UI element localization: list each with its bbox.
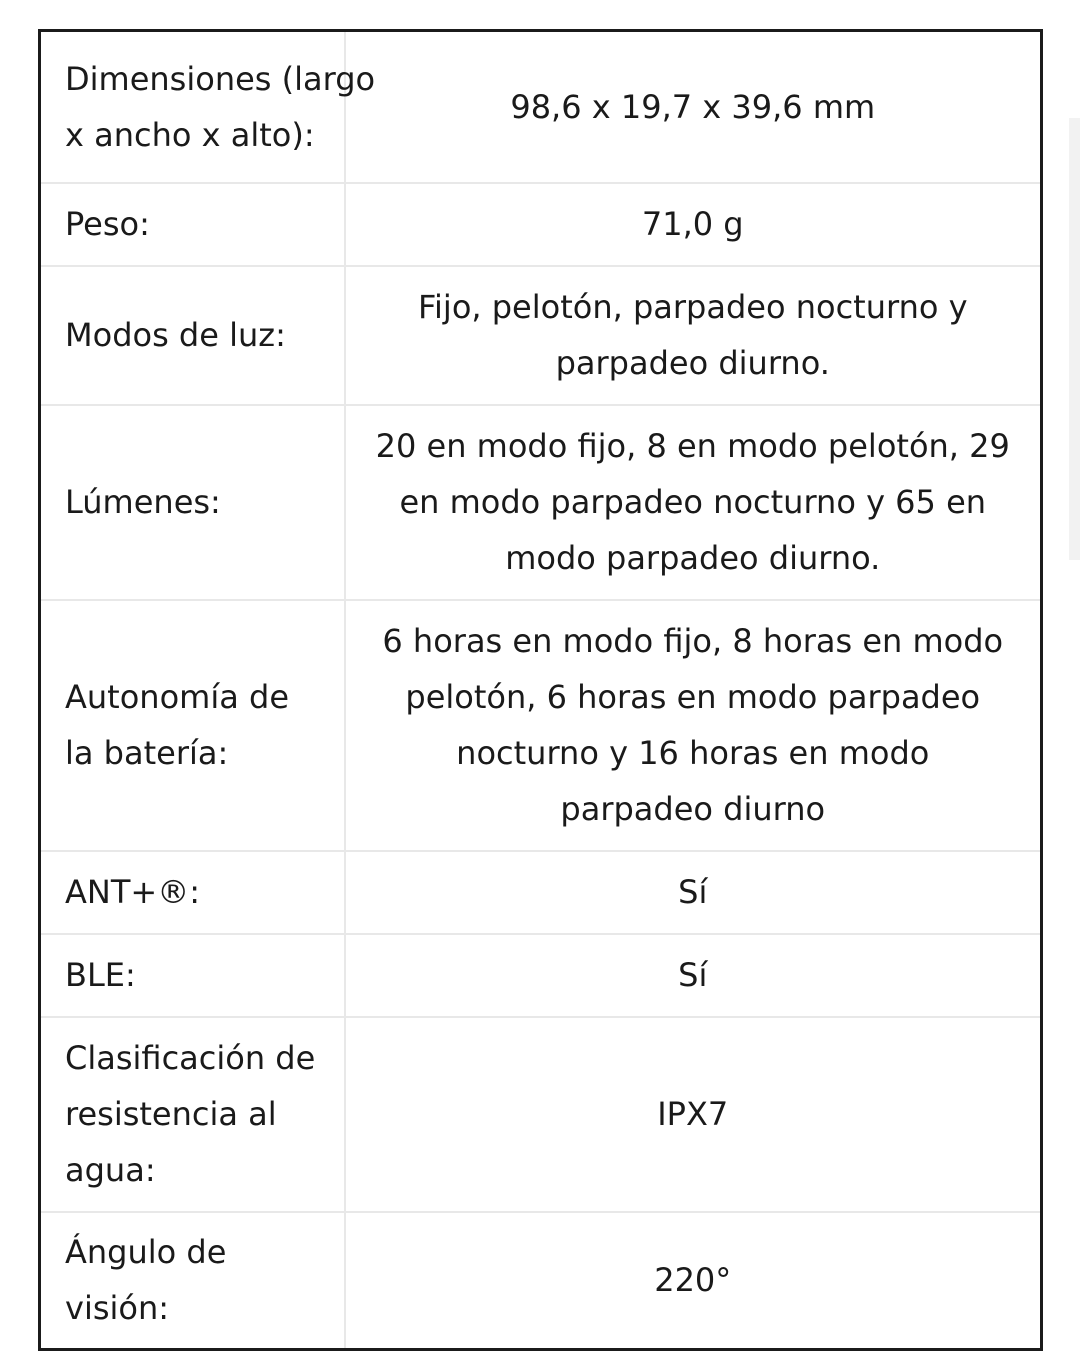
table-row-light-modes: [40, 266, 1042, 405]
row-value-water-rating: IPX7: [345, 1017, 1042, 1212]
table-row-ble: [40, 934, 1042, 1017]
row-label-viewing-angle: Ángulo de visión:: [40, 1212, 345, 1350]
table-row-ant: [40, 851, 1042, 934]
row-label-weight: Peso:: [40, 183, 345, 266]
row-value-battery-life: 6 horas en modo fijo, 8 horas en modo pelotón, 6 horas en modo parpadeo nocturno y 16 horas en modo parpadeo diurno: [345, 600, 1042, 851]
row-value-lumens: 20 en modo fijo, 8 en modo pelotón, 29 en modo parpadeo nocturno y 65 en modo parpadeo diurno.: [345, 405, 1042, 600]
scrollbar-track[interactable]: [1069, 118, 1080, 560]
row-value-ble: Sí: [345, 934, 1042, 1017]
row-label-ble: BLE:: [40, 934, 345, 1017]
row-label-ant: ANT+®:: [40, 851, 345, 934]
row-label-dimensions: [40, 31, 376, 183]
row-value-dimensions: 98,6 x 19,7 x 39,6 mm: [345, 31, 1042, 183]
row-value-weight: 71,0 g: [345, 183, 1042, 266]
table-row-dimensions: [40, 31, 1042, 183]
table-row-water-rating: [40, 1017, 1042, 1212]
row-label-light-modes: Modos de luz:: [40, 266, 345, 405]
row-value-ant: Sí: [345, 851, 1042, 934]
row-label-dimensions-line1: Dimensiones (largo: [65, 59, 376, 98]
row-label-dimensions-line2: x ancho x alto):: [65, 115, 315, 154]
row-label-lumens: Lúmenes:: [40, 405, 345, 600]
row-label-battery-life: Autonomía de la batería:: [40, 600, 345, 851]
row-label-water-rating: Clasificación de resistencia al agua:: [40, 1017, 345, 1212]
row-value-light-modes: Fijo, pelotón, parpadeo nocturno y parpadeo diurno.: [345, 266, 1042, 405]
spec-table: [38, 29, 1043, 1351]
table-row-battery-life: [40, 600, 1042, 851]
row-value-viewing-angle: 220°: [345, 1212, 1042, 1350]
table-row-lumens: [40, 405, 1042, 600]
table-row-viewing-angle: [40, 1212, 1042, 1350]
table-row-weight: [40, 183, 1042, 266]
